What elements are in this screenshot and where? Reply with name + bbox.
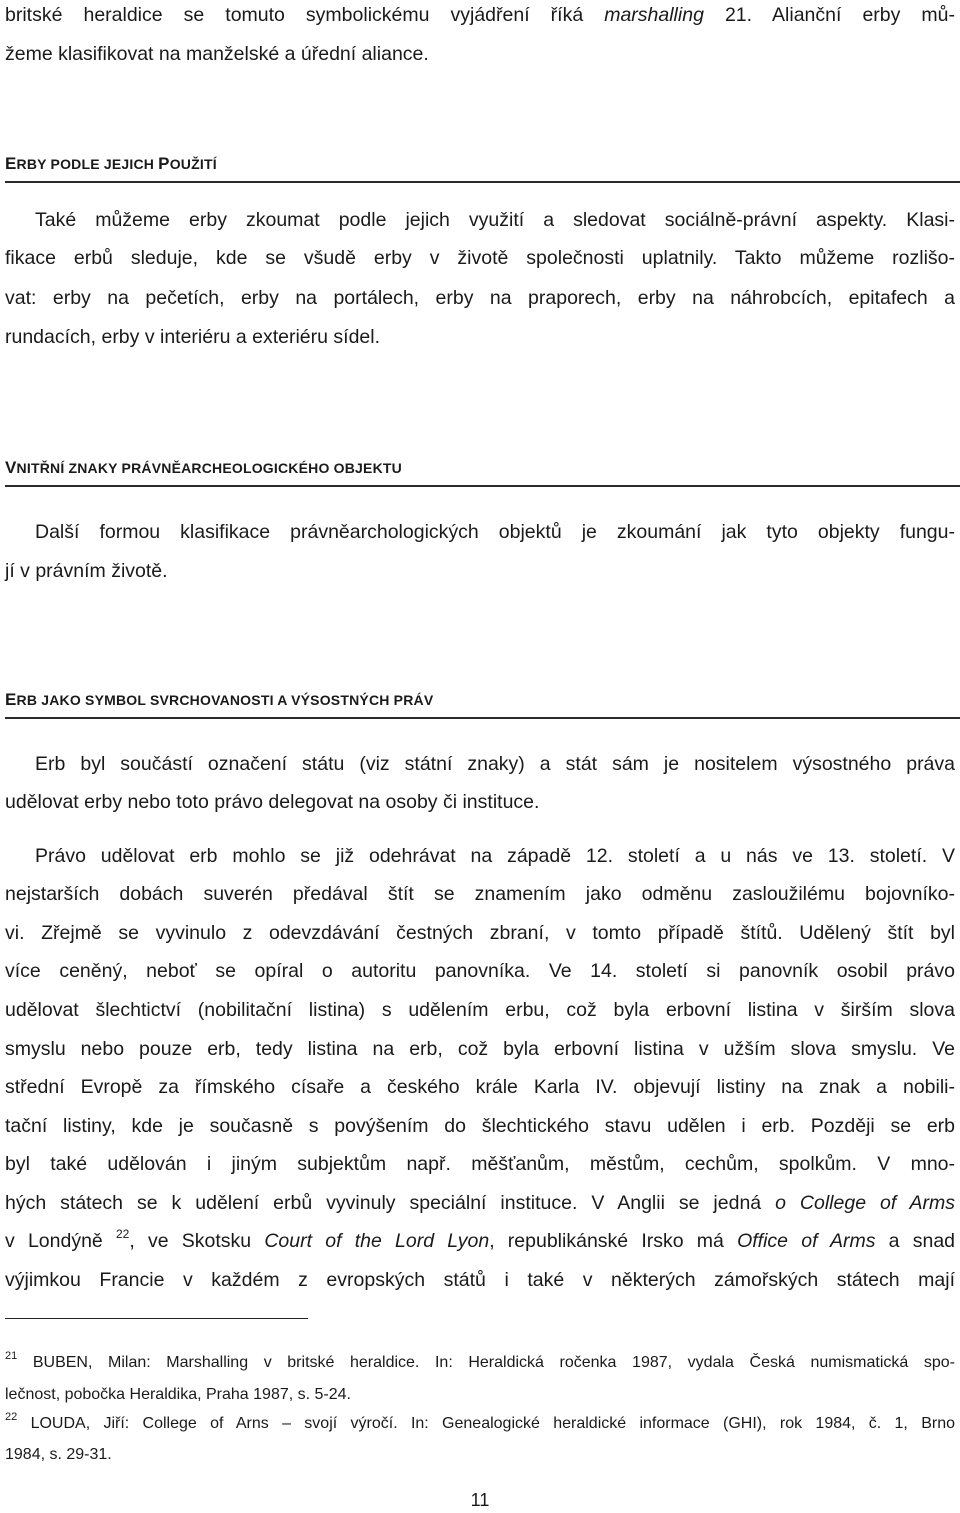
paragraph-line: Další formou klasifikace právněarchologických objektů je zkoumání jak tyto objekty fungu- (35, 521, 955, 543)
heading-text: RB JAKO SYMBOL SVRCHOVANOSTI A VÝSOSTNÝCH PRÁV (16, 692, 434, 708)
intro-line-1 (5, 2, 955, 28)
footnote-text: LOUDA, Jiří: College of Arns – svojí výročí. In: Genealogické heraldické informace (GHI), rok 1984, č. 1, Brno (17, 1415, 955, 1432)
paragraph-line: tační listiny, kde je současně s povýšením do šlechtického stavu udělen i erb. Později se erb (5, 1115, 955, 1137)
paragraph-line (5, 1190, 955, 1216)
paragraph-line: udělovat erby nebo toto právo delegovat na osoby či instituce. (5, 791, 540, 813)
section-heading-erby-podle-pouziti (5, 153, 960, 183)
section-heading-vnitrni-znaky (5, 457, 960, 487)
term-marshalling: marshalling (604, 4, 704, 26)
paragraph-line: vi. Zřejmě se vyvinulo z odevzdávání čestných zbraní, v tomto případě štítů. Udělený štít byl (5, 922, 955, 944)
text: britské heraldice se tomuto symbolickému vyjádření říká (5, 4, 605, 26)
term-college-of-arms: o College of Arms (775, 1192, 955, 1214)
term-office-of-arms: Office of Arms (737, 1230, 876, 1252)
paragraph-line: Také můžeme erby zkoumat podle jejich využití a sledovat sociálně-právní aspekty. Klasi- (35, 209, 955, 231)
section-heading-erb-jako-symbol (5, 689, 960, 719)
heading-text: RBY PODLE JEJICH (16, 156, 159, 172)
text: 21. Alianční erby mů- (703, 4, 955, 26)
footnote-ref-22[interactable]: 22 (115, 1227, 130, 1241)
footnote-22-line-2: 1984, s. 29-31. (5, 1446, 112, 1463)
text: hých státech se k udělení erbů vyvinuly speciální instituce. V Anglii se jedná (5, 1192, 776, 1214)
heading-text: E (5, 690, 17, 709)
heading-text: OUŽITÍ (169, 156, 217, 172)
paragraph-line: udělovat šlechtictví (nobilitační listina) s udělením erbu, což byla erbovní listina v širším slova (5, 999, 955, 1021)
footnote-21-line-2: lečnost, pobočka Heraldika, Praha 1987, s. 5-24. (5, 1386, 351, 1403)
footnote-text: BUBEN, Milan: Marshalling v britské heraldice. In: Heraldická ročenka 1987, vydala Česká numismatická spo- (17, 1354, 955, 1371)
term-court-of-lord-lyon: Court of the Lord Lyon (264, 1230, 490, 1252)
heading-text: P (158, 154, 170, 173)
paragraph-line: výjimkou Francie v každém z evropských států i také v některých zámořských státech mají (5, 1269, 955, 1291)
footnote-number: 22 (5, 1411, 18, 1423)
heading-text: E (5, 154, 17, 173)
page-number: 11 (470, 1490, 490, 1510)
paragraph-line: Erb byl součástí označení státu (viz státní znaky) a stát sám je nositelem výsostného práva (35, 753, 955, 775)
text: v Londýně (5, 1230, 116, 1252)
footnote-divider (5, 1318, 308, 1319)
paragraph-line: Právo udělovat erb mohlo se již odehrávat na západě 12. století a u nás ve 13. století. V (35, 845, 955, 867)
text: , ve Skotsku (129, 1230, 265, 1252)
footnote-22-line-1 (5, 1413, 955, 1436)
paragraph-line: smyslu nebo pouze erb, tedy listina na erb, což byla erbovní listina v užším slova smyslu. Ve (5, 1038, 955, 1060)
footnote-number: 21 (5, 1350, 18, 1362)
text: , republikánské Irsko má (489, 1230, 738, 1252)
intro-line-2: žeme klasifikovat na manželské a úřední aliance. (5, 43, 429, 65)
paragraph-line: byl také udělován i jiným subjektům např. měšťanům, městům, cechům, spolkům. V mno- (5, 1153, 955, 1175)
paragraph-line: jí v právním životě. (5, 560, 168, 582)
footnote-21-line-1 (5, 1352, 955, 1375)
paragraph-line (5, 1228, 955, 1256)
paragraph-line: fikace erbů sleduje, kde se všudě erby v životě společnosti uplatnily. Takto můžeme rozlišo- (5, 247, 955, 269)
heading-text: V (5, 458, 17, 477)
text: a snad (875, 1230, 956, 1252)
paragraph-line: vat: erby na pečetích, erby na portálech, erby na praporech, erby na náhrobcích, epitafech a (5, 287, 955, 309)
paragraph-line: rundacích, erby v interiéru a exteriéru sídel. (5, 326, 381, 348)
paragraph-line: střední Evropě za římského císaře a českého krále Karla IV. objevují listiny na znak a nobili- (5, 1076, 955, 1098)
heading-text: NITŘNÍ ZNAKY PRÁVNĚARCHEOLOGICKÉHO OBJEKTU (16, 460, 402, 476)
paragraph-line: více ceněný, neboť se opíral o autoritu panovníka. Ve 14. století si panovník osobil právo (5, 960, 955, 982)
paragraph-line: nejstarších dobách suverén předával štít se znamením jako odměnu zasloužilému bojovníko- (5, 883, 955, 905)
